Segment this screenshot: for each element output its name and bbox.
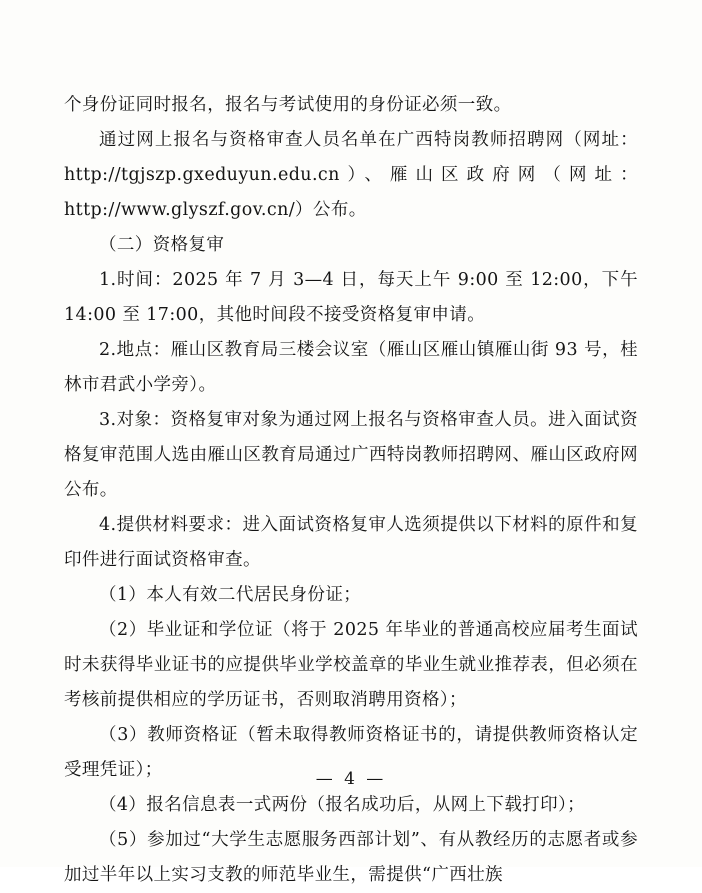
paragraph: 通过网上报名与资格审查人员名单在广西特岗教师招聘网（网址：http://tgjszp.gxeduyun.edu.cn）、雁山区政府网（网址：http://www.glyszf.gov.cn/）公布。: [64, 130, 638, 220]
list-item: （5）参加过“大学生志愿服务西部计划”、有从教经历的志愿者或参加过半年以上实习支教的师范毕业生，需提供“广西壮族: [64, 830, 638, 885]
list-item: （1）本人有效二代居民身份证；: [99, 585, 362, 605]
list-item: （3）教师资格证（暂未取得教师资格证书的，请提供教师资格认定受理凭证）；: [64, 725, 638, 780]
paragraph: 2.地点：雁山区教育局三楼会议室（雁山区雁山镇雁山街 93 号，桂林市君武小学旁）。: [64, 340, 638, 395]
paragraph: 个身份证同时报名，报名与考试使用的身份证必须一致。: [64, 95, 512, 115]
paragraph: 4.提供材料要求：进入面试资格复审人选须提供以下材料的原件和复印件进行面试资格审查。: [64, 515, 638, 570]
paragraph: 1.时间：2025 年 7 月 3—4 日，每天上午 9:00 至 12:00，下午 14:00 至 17:00，其他时间段不接受资格复审申请。: [64, 270, 638, 325]
list-item: （4）报名信息表一式两份（报名成功后，从网上下载打印）；: [99, 795, 586, 815]
list-item: （2）毕业证和学位证（将于 2025 年毕业的普通高校应届考生面试时未获得毕业证书的应提供毕业学校盖章的毕业生就业推荐表，但必须在考核前提供相应的学历证书，否则取消聘用资格）；: [64, 620, 638, 710]
section-heading: （二）资格复审: [99, 235, 225, 255]
paragraph: 3.对象：资格复审对象为通过网上报名与资格审查人员。进入面试资格复审范围人选由雁山区教育局通过广西特岗教师招聘网、雁山区政府网公布。: [64, 410, 638, 500]
page-number: — 4 —: [315, 769, 387, 789]
